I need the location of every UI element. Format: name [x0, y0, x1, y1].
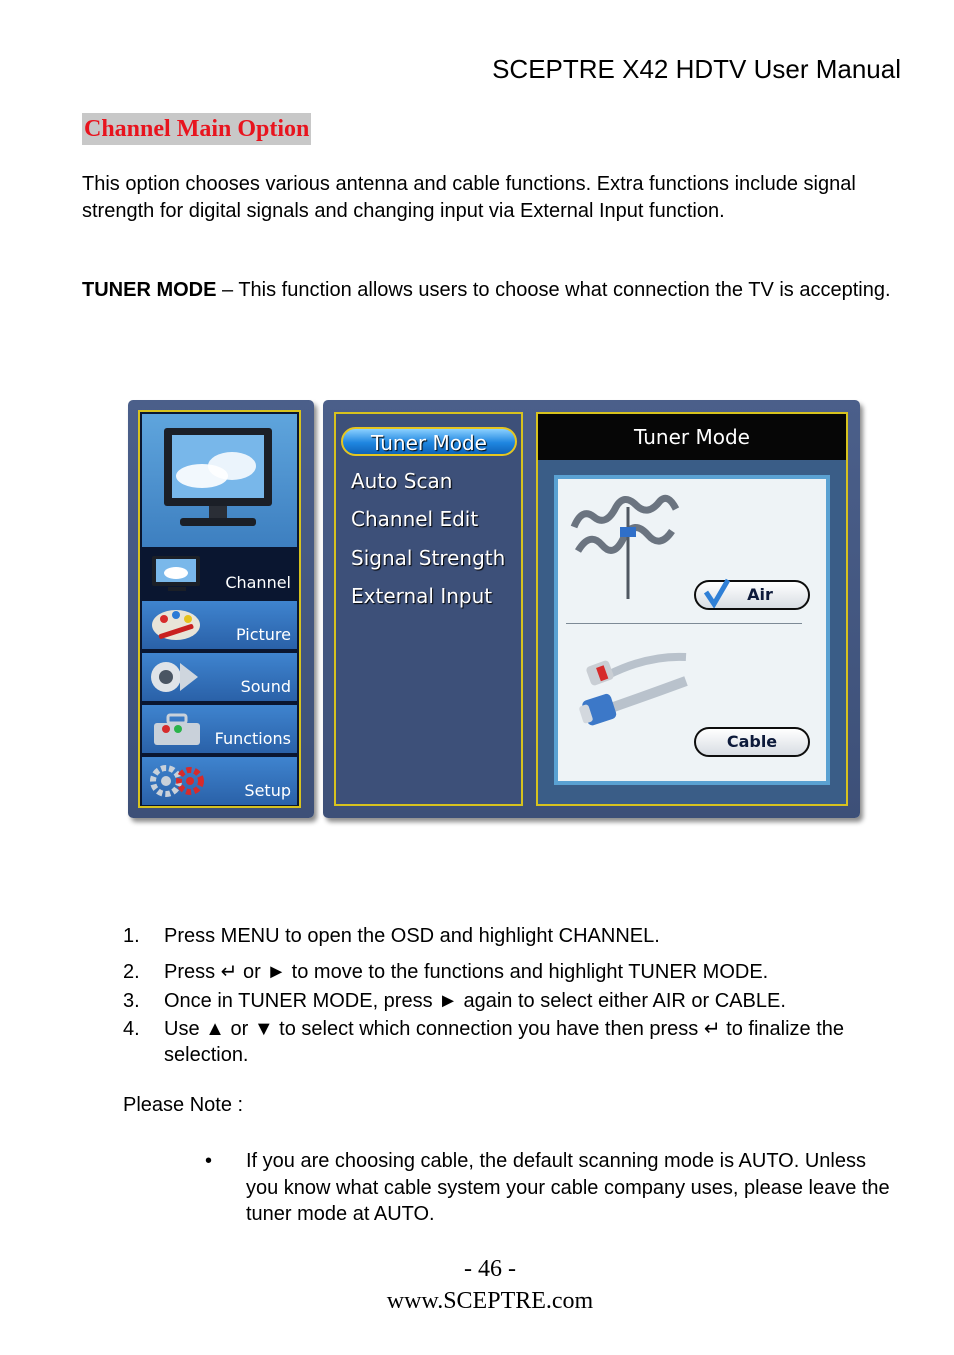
menu-item-auto-scan[interactable]: Auto Scan — [351, 469, 453, 493]
channel-tv-icon — [148, 553, 206, 593]
category-sound[interactable] — [142, 653, 297, 701]
intro-paragraph: This option chooses various antenna and cable functions. Extra functions include signal strength for digital signals and changing input via External Input function. — [82, 173, 856, 222]
instruction-steps — [123, 923, 913, 1068]
step-number: 4. — [123, 1018, 140, 1040]
detail-title: Tuner Mode — [538, 414, 846, 460]
category-picture[interactable] — [142, 601, 297, 649]
osd-screenshot — [128, 400, 874, 830]
menu-item-signal-strength[interactable]: Signal Strength — [351, 546, 506, 570]
osd-category-frame — [138, 410, 301, 808]
tv-icon — [142, 414, 297, 547]
category-label: Picture — [235, 625, 291, 644]
menu-item-channel-edit[interactable]: Channel Edit — [351, 507, 479, 531]
osd-detail-pane — [536, 412, 848, 806]
tuner-mode-term: TUNER MODE — [82, 279, 217, 301]
step-text: Press MENU to open the OSD and highlight CHANNEL. — [164, 925, 660, 947]
step-text: Once in TUNER MODE, press ► again to select either AIR or CABLE. — [164, 990, 786, 1012]
step-item — [123, 1016, 913, 1068]
section-title: Channel Main Option — [82, 113, 311, 145]
tuner-mode-description: – This function allows users to choose what connection the TV is accepting. — [216, 279, 891, 301]
document-header: SCEPTRE X42 HDTV User Manual — [492, 54, 901, 84]
category-label: Channel — [225, 573, 291, 592]
menu-item-tuner-mode[interactable]: Tuner Mode — [341, 427, 517, 456]
speaker-icon — [148, 657, 206, 697]
bullet-dot: • — [205, 1150, 213, 1172]
note-text: If you are choosing cable, the default scanning mode is AUTO. Unless you know what cable system your cable company uses, please leave the tuner mode at AUTO. — [246, 1150, 890, 1225]
step-item — [123, 923, 913, 949]
cable-connector-icon — [578, 645, 688, 735]
footer-website: www.SCEPTRE.com — [386, 1288, 594, 1314]
step-number: 1. — [123, 925, 140, 947]
option-air-label: Air — [747, 585, 773, 604]
toolbox-icon — [148, 709, 206, 749]
tuner-options-box — [554, 475, 830, 785]
step-text: Press ↵ or ► to move to the functions and highlight TUNER MODE. — [164, 961, 769, 983]
category-label: Functions — [214, 729, 291, 748]
option-air[interactable] — [694, 580, 810, 610]
category-channel[interactable] — [142, 549, 297, 597]
options-divider — [566, 623, 802, 624]
checkmark-icon — [704, 578, 730, 608]
tv-illustration — [142, 414, 297, 547]
osd-category-panel — [128, 400, 314, 818]
step-item — [123, 959, 913, 985]
antenna-icon — [564, 487, 688, 605]
tuner-mode-paragraph — [82, 277, 902, 304]
osd-menu-list — [334, 412, 523, 806]
option-cable[interactable]: Cable — [694, 727, 810, 757]
category-label: Setup — [244, 781, 291, 800]
palette-icon — [148, 605, 206, 645]
gears-icon — [148, 761, 206, 801]
note-label: Please Note : — [123, 1094, 244, 1116]
step-number: 3. — [123, 990, 140, 1012]
osd-main-panel — [323, 400, 860, 818]
category-label: Sound — [240, 677, 291, 696]
category-setup[interactable] — [142, 757, 297, 805]
category-functions[interactable] — [142, 705, 297, 753]
page-number: - 46 - — [464, 1256, 516, 1282]
menu-item-external-input[interactable]: External Input — [351, 584, 493, 608]
step-item — [123, 988, 913, 1014]
step-number: 2. — [123, 961, 140, 983]
step-text: Use ▲ or ▼ to select which connection you have then press ↵ to finalize the selection. — [164, 1018, 845, 1066]
